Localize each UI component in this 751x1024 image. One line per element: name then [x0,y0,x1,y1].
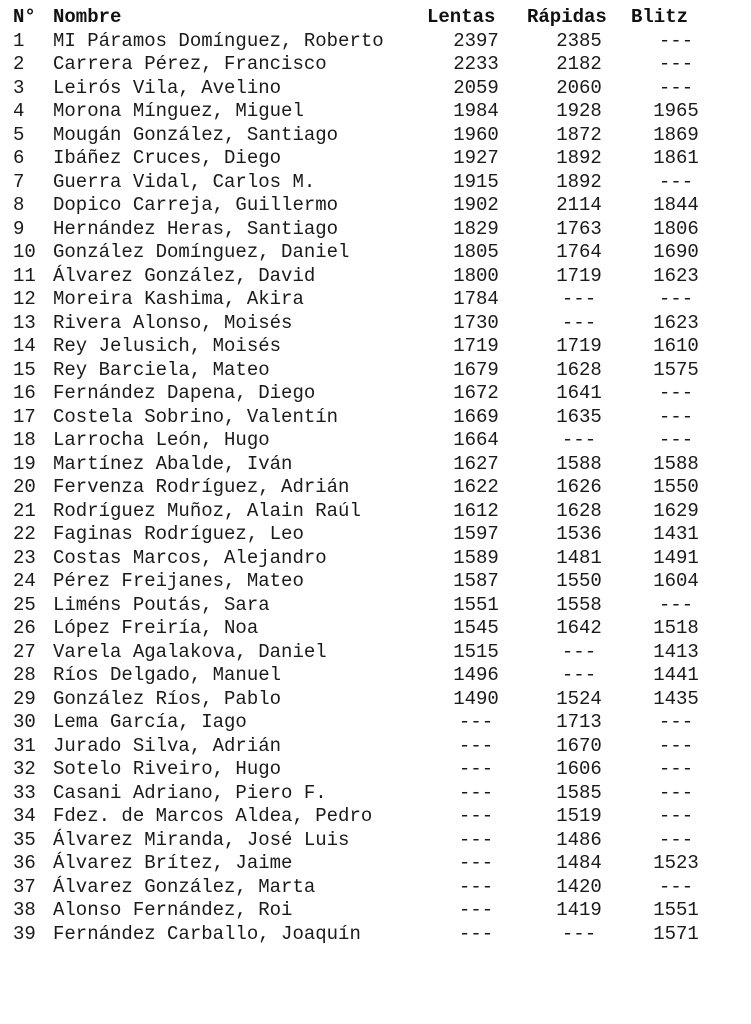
rating-lentas: --- [458,922,494,945]
rating-lentas: 1627 [453,452,499,475]
row-num: 13 [13,311,36,334]
table-body [13,30,721,947]
player-name: Mougán González, Santiago [53,123,339,146]
rating-blitz: --- [658,805,694,827]
row-num: 7 [13,170,25,193]
row-num: 15 [13,358,36,381]
table-row [13,335,721,359]
table-row [13,664,721,688]
player-name: Martínez Abalde, Iván [53,452,293,475]
rating-blitz: --- [658,875,694,898]
player-name: Varela Agalakova, Daniel [53,640,327,663]
row-num: 21 [13,499,36,522]
row-num: 31 [13,734,36,757]
row-num: 36 [13,852,36,874]
row-num: 22 [13,523,36,545]
header-blitz: Blitz [631,6,689,28]
rating-blitz: 1965 [653,100,699,122]
row-num: 38 [13,899,36,921]
rating-rapidas: 1550 [556,570,602,592]
table-row [13,194,721,218]
table-row [13,453,721,477]
row-num: 34 [13,805,36,827]
rating-lentas: --- [458,805,494,827]
row-num: 30 [13,711,36,733]
rating-lentas: 1829 [453,217,499,240]
rating-rapidas: --- [561,922,597,945]
rating-blitz: 1623 [653,264,699,287]
rating-lentas: 1730 [453,311,499,334]
header-rapidas: Rápidas [527,6,607,28]
player-name: MI Páramos Domínguez, Roberto [53,29,384,52]
rating-blitz: 1869 [653,123,699,146]
rating-blitz: --- [658,53,694,75]
table-row [13,547,721,571]
rating-blitz: 1588 [653,452,699,475]
row-num: 23 [13,546,36,569]
table-row [13,688,721,712]
rating-blitz: 1623 [653,311,699,334]
rating-rapidas: 1484 [556,852,602,874]
rating-rapidas: 1892 [556,170,602,193]
rating-blitz: --- [658,429,694,451]
rating-lentas: 1587 [453,570,499,592]
rating-rapidas: 1588 [556,452,602,475]
table-row [13,852,721,876]
player-name: Guerra Vidal, Carlos M. [53,170,316,193]
player-name: Carrera Pérez, Francisco [53,53,327,75]
table-row [13,241,721,265]
rating-lentas: 1612 [453,499,499,522]
rating-lentas: 1496 [453,664,499,686]
rating-blitz: 1551 [653,899,699,921]
rating-blitz: --- [658,593,694,616]
table-row [13,429,721,453]
player-name: Faginas Rodríguez, Leo [53,523,304,545]
rating-rapidas: 1764 [556,241,602,263]
player-name: Moreira Kashima, Akira [53,288,304,310]
rating-lentas: --- [458,828,494,851]
rating-blitz: 1690 [653,241,699,263]
rating-lentas: --- [458,852,494,874]
table-row [13,476,721,500]
rating-blitz: 1518 [653,617,699,639]
rating-rapidas: 2060 [556,76,602,99]
row-num: 35 [13,828,36,851]
player-name: Ríos Delgado, Manuel [53,664,282,686]
table-row [13,382,721,406]
rating-blitz: 1806 [653,217,699,240]
player-name: Álvarez Miranda, José Luis [53,828,350,851]
table-row [13,53,721,77]
rating-rapidas: 1536 [556,523,602,545]
rating-rapidas: 1641 [556,382,602,404]
rating-rapidas: 1606 [556,758,602,780]
player-name: Dopico Carreja, Guillermo [53,194,339,216]
rating-lentas: 1490 [453,687,499,710]
player-name: Fernández Carballo, Joaquín [53,922,361,945]
row-num: 16 [13,382,36,404]
table-row [13,265,721,289]
table-row [13,171,721,195]
player-name: González Domínguez, Daniel [53,241,350,263]
table-row [13,594,721,618]
player-name: Liméns Poutás, Sara [53,593,270,616]
player-name: Fervenza Rodríguez, Adrián [53,476,350,498]
row-num: 20 [13,476,36,498]
rating-rapidas: 1635 [556,405,602,428]
table-row [13,758,721,782]
rating-rapidas: 1585 [556,781,602,804]
rating-lentas: 1960 [453,123,499,146]
row-num: 3 [13,76,25,99]
rating-rapidas: 1713 [556,711,602,733]
rating-rapidas: 1872 [556,123,602,146]
rating-lentas: 1984 [453,100,499,122]
table-row [13,805,721,829]
rating-rapidas: 1719 [556,264,602,287]
rating-rapidas: --- [561,640,597,663]
player-name: Alonso Fernández, Roi [53,899,293,921]
row-num: 12 [13,288,36,310]
rating-rapidas: 2114 [556,194,602,216]
header-name: Nombre [53,6,122,28]
rating-blitz: 1431 [653,523,699,545]
player-name: Jurado Silva, Adrián [53,734,282,757]
rating-lentas: --- [458,734,494,757]
table-row [13,523,721,547]
player-name: Álvarez González, Marta [53,875,316,898]
player-name: Costela Sobrino, Valentín [53,405,339,428]
rating-blitz: --- [658,734,694,757]
rating-lentas: --- [458,758,494,780]
rating-blitz: 1435 [653,687,699,710]
rating-blitz: --- [658,170,694,193]
rating-lentas: --- [458,711,494,733]
player-name: Álvarez Brítez, Jaime [53,852,293,874]
table-row [13,359,721,383]
row-num: 19 [13,452,36,475]
row-num: 4 [13,100,25,122]
player-name: Ibáñez Cruces, Diego [53,147,282,169]
rating-blitz: 1844 [653,194,699,216]
player-name: Fernández Dapena, Diego [53,382,316,404]
rating-blitz: --- [658,382,694,404]
rating-rapidas: 1519 [556,805,602,827]
table-row [13,100,721,124]
row-num: 14 [13,335,36,357]
row-num: 10 [13,241,36,263]
rating-rapidas: 1626 [556,476,602,498]
table-header-row [13,6,721,30]
row-num: 6 [13,147,25,169]
rating-blitz: 1523 [653,852,699,874]
rating-blitz: --- [658,29,694,52]
rating-lentas: 1915 [453,170,499,193]
row-num: 26 [13,617,36,639]
table-row [13,735,721,759]
table-row [13,782,721,806]
rating-blitz: 1571 [653,922,699,945]
table-row [13,570,721,594]
rating-lentas: 1515 [453,640,499,663]
table-row [13,829,721,853]
row-num: 9 [13,217,25,240]
player-name: Fdez. de Marcos Aldea, Pedro [53,805,373,827]
player-name: Leirós Vila, Avelino [53,76,282,99]
rating-lentas: 1545 [453,617,499,639]
table-row [13,30,721,54]
rating-lentas: 2233 [453,53,499,75]
rating-rapidas: --- [561,429,597,451]
rating-rapidas: 2385 [556,29,602,52]
rating-blitz: 1413 [653,640,699,663]
player-name: Rivera Alonso, Moisés [53,311,293,334]
header-lentas: Lentas [427,6,496,28]
rating-lentas: 1784 [453,288,499,310]
player-name: Pérez Freijanes, Mateo [53,570,304,592]
table-row [13,147,721,171]
rating-rapidas: 1419 [556,899,602,921]
rating-lentas: 1597 [453,523,499,545]
rating-rapidas: 1420 [556,875,602,898]
rating-blitz: 1575 [653,358,699,381]
rating-rapidas: 1486 [556,828,602,851]
rating-rapidas: 1719 [556,335,602,357]
player-name: Lema García, Iago [53,711,247,733]
rating-blitz: --- [658,758,694,780]
player-name: Álvarez González, David [53,264,316,287]
row-num: 11 [13,264,36,287]
row-num: 27 [13,640,36,663]
rating-lentas: 1800 [453,264,499,287]
row-num: 18 [13,429,36,451]
rating-rapidas: 1763 [556,217,602,240]
table-row [13,124,721,148]
table-row [13,711,721,735]
player-name: Costas Marcos, Alejandro [53,546,327,569]
rating-rapidas: 1670 [556,734,602,757]
rating-rapidas: 1524 [556,687,602,710]
rating-lentas: 1589 [453,546,499,569]
rating-blitz: --- [658,781,694,804]
rating-rapidas: 1628 [556,358,602,381]
player-name: Casani Adriano, Piero F. [53,781,327,804]
table-row [13,288,721,312]
rating-rapidas: --- [561,288,597,310]
rating-blitz: 1610 [653,335,699,357]
player-name: Rey Barciela, Mateo [53,358,270,381]
rating-blitz: 1861 [653,147,699,169]
header-num: N° [13,6,36,28]
player-name: Morona Mínguez, Miguel [53,100,304,122]
rating-rapidas: 2182 [556,53,602,75]
rating-lentas: 1927 [453,147,499,169]
table-row [13,923,721,947]
row-num: 17 [13,405,36,428]
rating-blitz: 1491 [653,546,699,569]
rating-blitz: --- [658,405,694,428]
rating-lentas: 1679 [453,358,499,381]
rating-blitz: 1629 [653,499,699,522]
row-num: 5 [13,123,25,146]
row-num: 37 [13,875,36,898]
row-num: 39 [13,922,36,945]
row-num: 1 [13,29,25,52]
rating-lentas: 1672 [453,382,499,404]
player-name: Sotelo Riveiro, Hugo [53,758,282,780]
rating-rapidas: --- [561,311,597,334]
table-row [13,77,721,101]
rating-blitz: 1604 [653,570,699,592]
row-num: 32 [13,758,36,780]
rating-lentas: 1805 [453,241,499,263]
rating-lentas: 2397 [453,29,499,52]
player-name: López Freiría, Noa [53,617,259,639]
row-num: 2 [13,53,25,75]
player-name: Hernández Heras, Santiago [53,217,339,240]
row-num: 33 [13,781,36,804]
row-num: 28 [13,664,36,686]
row-num: 29 [13,687,36,710]
rating-blitz: 1550 [653,476,699,498]
rating-blitz: 1441 [653,664,699,686]
player-name: Rodríguez Muñoz, Alain Raúl [53,499,361,522]
rating-blitz: --- [658,711,694,733]
rating-lentas: 1719 [453,335,499,357]
table-row [13,500,721,524]
table-row [13,876,721,900]
rating-rapidas: 1892 [556,147,602,169]
table-row [13,641,721,665]
table-row [13,218,721,242]
table-row [13,312,721,336]
table-row [13,899,721,923]
table-row [13,406,721,430]
rating-blitz: --- [658,76,694,99]
rating-lentas: --- [458,899,494,921]
table-row [13,617,721,641]
rating-rapidas: 1642 [556,617,602,639]
ranking-table [13,6,721,946]
rating-rapidas: 1481 [556,546,602,569]
rating-lentas: 1622 [453,476,499,498]
rating-blitz: --- [658,288,694,310]
row-num: 24 [13,570,36,592]
rating-lentas: --- [458,781,494,804]
rating-rapidas: --- [561,664,597,686]
rating-lentas: 1669 [453,405,499,428]
rating-lentas: 1902 [453,194,499,216]
rating-rapidas: 1558 [556,593,602,616]
rating-rapidas: 1928 [556,100,602,122]
player-name: Rey Jelusich, Moisés [53,335,282,357]
player-name: González Ríos, Pablo [53,687,282,710]
rating-lentas: 1664 [453,429,499,451]
rating-lentas: 1551 [453,593,499,616]
row-num: 8 [13,194,25,216]
rating-lentas: --- [458,875,494,898]
player-name: Larrocha León, Hugo [53,429,270,451]
rating-blitz: --- [658,828,694,851]
rating-rapidas: 1628 [556,499,602,522]
row-num: 25 [13,593,36,616]
rating-lentas: 2059 [453,76,499,99]
